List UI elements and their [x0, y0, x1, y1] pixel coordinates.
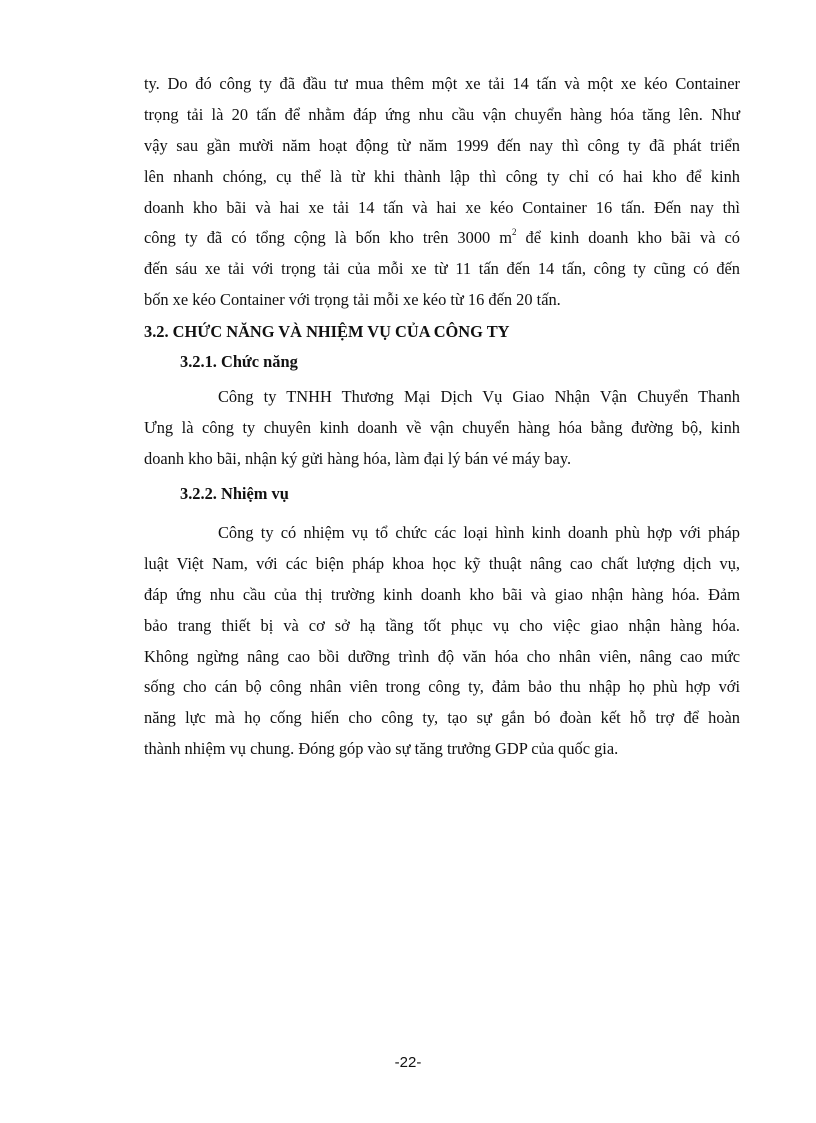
subsection-heading-duty: 3.2.2. Nhiệm vụ — [180, 484, 289, 503]
intro-line-6-text: công ty đã có tổng cộng là bốn kho trên 3000 m — [144, 228, 512, 248]
intro-line-8: bốn xe kéo Container với trọng tải mỗi xe kéo từ 16 đến 20 tấn. — [144, 290, 561, 310]
intro-line-6-rest: để kinh doanh kho bãi và có — [516, 228, 740, 248]
intro-line-7: đến sáu xe tải với trọng tải của mỗi xe từ 11 tấn đến 14 tấn, công ty cũng có đến — [144, 259, 740, 279]
intro-paragraph — [144, 69, 740, 316]
duty-line-8: thành nhiệm vụ chung. Đóng góp vào sự tăng trưởng GDP của quốc gia. — [144, 739, 619, 759]
superscript-exponent: 2 — [512, 227, 517, 238]
duty-line-2: luật Việt Nam, với các biện pháp khoa học kỹ thuật nâng cao chất lượng dịch vụ, — [144, 553, 740, 573]
duty-line-6: sống cho cán bộ công nhân viên trong công ty, đảm bảo thu nhập họ phù hợp với — [144, 677, 740, 697]
intro-line-1: ty. Do đó công ty đã đầu tư mua thêm một xe tải 14 tấn và một xe kéo Container — [144, 74, 740, 93]
intro-line-2: trọng tải là 20 tấn để nhằm đáp ứng nhu cầu vận chuyển hàng hóa tăng lên. Như — [144, 104, 740, 124]
duty-line-4: bảo trang thiết bị và cơ sở hạ tầng tốt phục vụ cho việc giao nhận hàng hóa. — [144, 615, 740, 635]
intro-line-4: lên nhanh chóng, cụ thể là từ khi thành lập thì công ty chỉ có hai kho để kinh — [144, 166, 740, 186]
intro-line-5: doanh kho bãi và hai xe tải 14 tấn và hai xe kéo Container 16 tấn. Đến nay thì — [144, 197, 740, 217]
duty-line-5: Không ngừng nâng cao bồi dưỡng trình độ văn hóa cho nhân viên, nâng cao mức — [144, 646, 740, 666]
intro-line-3: vậy sau gần mười năm hoạt động từ năm 1999 đến nay thì công ty đã phát triển — [144, 135, 740, 155]
subsection-heading-function: 3.2.1. Chức năng — [180, 352, 298, 371]
function-line-2: Ưng là công ty chuyên kinh doanh về vận chuyển hàng hóa bằng đường bộ, kinh — [144, 417, 740, 437]
section-heading: 3.2. CHỨC NĂNG VÀ NHIỆM VỤ CỦA CÔNG TY — [144, 322, 510, 341]
function-paragraph — [144, 382, 740, 475]
duty-paragraph — [144, 518, 740, 765]
duty-line-3: đáp ứng nhu cầu của thị trường kinh doanh kho bãi và giao nhận hàng hóa. Đảm — [144, 584, 740, 604]
function-line-1: Công ty TNHH Thương Mại Dịch Vụ Giao Nhận Vận Chuyển Thanh — [218, 387, 740, 406]
page-number: -22- — [394, 1054, 422, 1071]
duty-line-7: năng lực mà họ cống hiến cho công ty, tạo sự gắn bó đoàn kết hỗ trợ để hoàn — [144, 708, 740, 728]
function-line-3: doanh kho bãi, nhận ký gửi hàng hóa, làm đại lý bán vé máy bay. — [144, 448, 572, 468]
intro-line-6 — [144, 223, 740, 254]
duty-line-1: Công ty có nhiệm vụ tổ chức các loại hình kinh doanh phù hợp với pháp — [218, 523, 740, 542]
